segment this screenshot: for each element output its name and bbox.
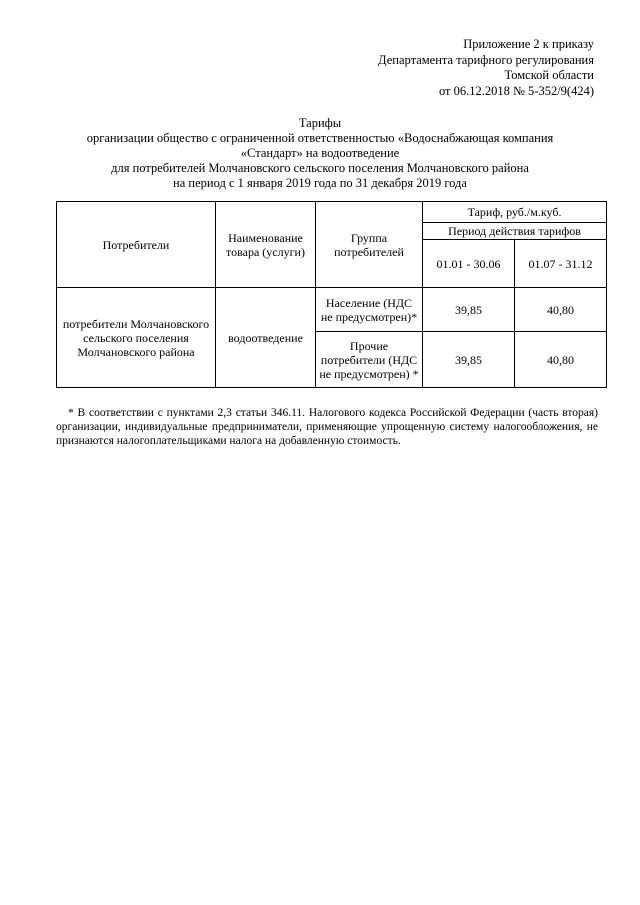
- table-row: [57, 288, 607, 332]
- appendix-line-3: Томской области: [504, 68, 594, 82]
- header-period-1: 01.01 - 30.06: [423, 240, 515, 288]
- tariff-table: [56, 201, 607, 388]
- appendix-line-4: от 06.12.2018 № 5-352/9(424): [438, 83, 594, 98]
- group-cell: Прочие потребители (НДС не предусмотрен) *: [316, 332, 423, 388]
- document-title: [60, 116, 580, 191]
- title-line-1: Тарифы: [298, 116, 342, 130]
- group-cell: Население (НДС не предусмотрен)*: [316, 288, 423, 332]
- header-period-2: 01.07 - 31.12: [515, 240, 607, 288]
- header-consumers: Потребители: [57, 202, 216, 288]
- title-line-5: на период с 1 января 2019 года по 31 декабря 2019 года: [173, 176, 467, 190]
- tariff-value-cell: 39,85: [423, 332, 515, 388]
- tariff-value-cell: 40,80: [515, 332, 607, 388]
- consumer-name-cell: потребители Молчановского сельского поселения Молчановского района: [57, 288, 216, 388]
- header-product: Наименование товара (услуги): [216, 202, 316, 288]
- appendix-header: [378, 37, 594, 99]
- footnote: * В соответствии с пунктами 2,3 статьи 346.11. Налогового кодекса Российской Федерации (часть вторая) организации, индивидуальные предприниматели, применяющие упрощенную систему налогообложения, не признаются налогоплательщиками налога на добавленную стоимость.: [56, 407, 598, 447]
- tariff-value-cell: 39,85: [423, 288, 515, 332]
- title-line-2: организации общество с ограниченной ответственностью «Водоснабжающая компания: [86, 131, 554, 145]
- title-line-4: для потребителей Молчановского сельского поселения Молчановского района: [111, 161, 529, 175]
- header-period: Период действия тарифов: [423, 223, 607, 240]
- header-group: Группа потребителей: [316, 202, 423, 288]
- title-line-3: «Стандарт» на водоотведение: [240, 146, 400, 160]
- header-tariff: Тариф, руб./м.куб.: [423, 202, 607, 223]
- appendix-line-1: Приложение 2 к приказу: [463, 37, 594, 51]
- appendix-line-2: Департамента тарифного регулирования: [378, 52, 594, 67]
- product-name-cell: водоотведение: [216, 288, 316, 388]
- tariff-value-cell: 40,80: [515, 288, 607, 332]
